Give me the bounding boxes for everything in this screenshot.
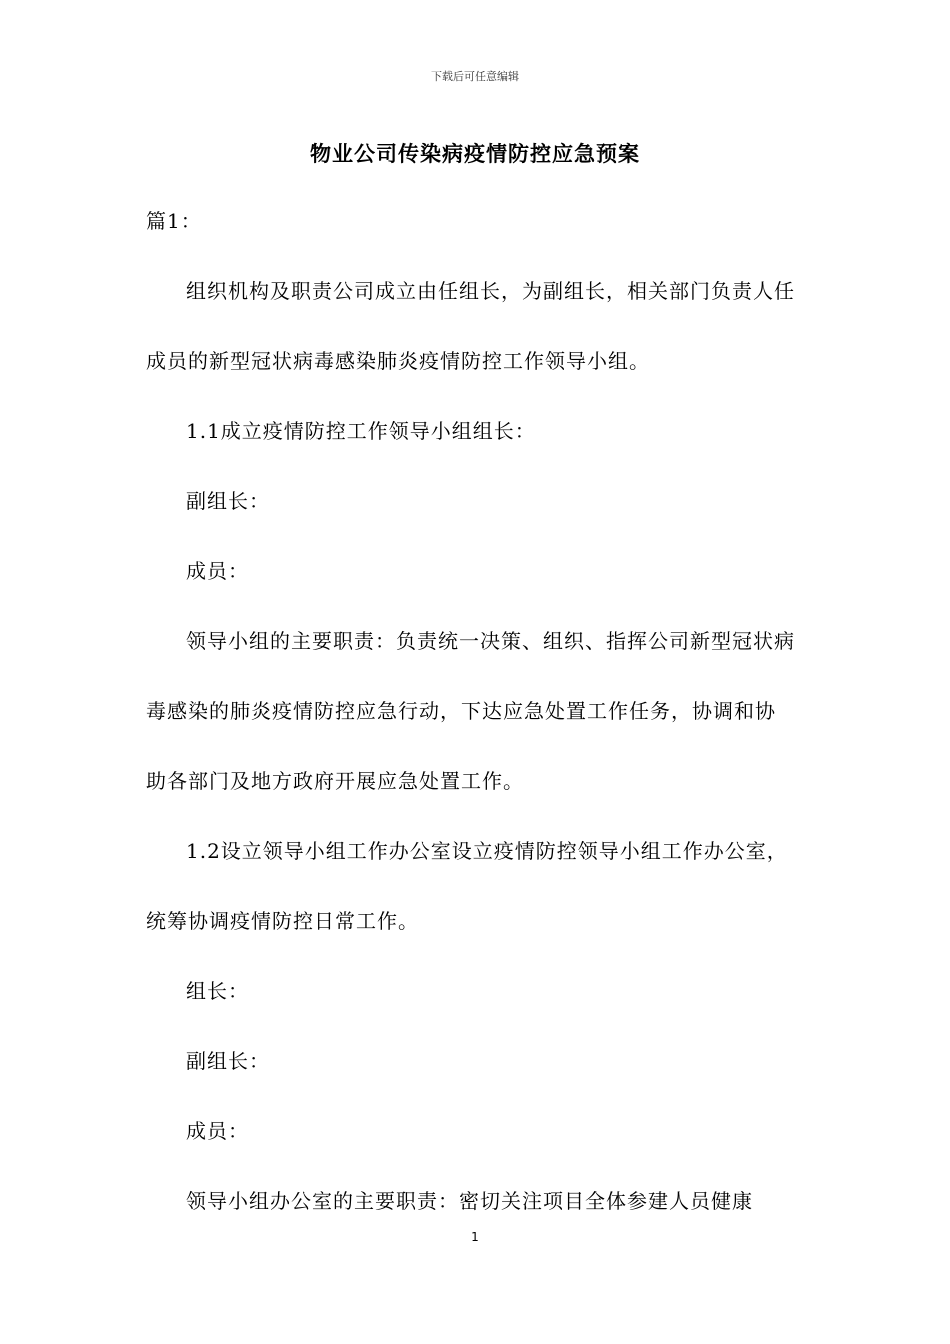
section-label: 篇1： bbox=[146, 209, 202, 233]
paragraph: 成员： bbox=[186, 1119, 249, 1143]
paragraph: 副组长： bbox=[186, 489, 270, 513]
paragraph: 1.1成立疫情防控工作领导小组组长： bbox=[186, 419, 536, 443]
document-body bbox=[146, 186, 796, 1236]
header-note: 下载后可任意编辑 bbox=[431, 70, 519, 83]
paragraph: 领导小组的主要职责：负责统一决策、组织、指挥公司新型冠状病毒感染的肺炎疫情防控应急行动，下达应急处置工作任务，协调和协助各部门及地方政府开展应急处置工作。 bbox=[146, 629, 795, 793]
document-title: 物业公司传染病疫情防控应急预案 bbox=[310, 141, 640, 166]
paragraph: 成员： bbox=[186, 559, 249, 583]
paragraph: 组织机构及职责公司成立由任组长，为副组长，相关部门负责人任成员的新型冠状病毒感染肺炎疫情防控工作领导小组。 bbox=[146, 279, 795, 373]
paragraph: 1.2设立领导小组工作办公室设立疫情防控领导小组工作办公室，统筹协调疫情防控日常工作。 bbox=[146, 839, 788, 933]
paragraph: 副组长： bbox=[186, 1049, 270, 1073]
page-number: 1 bbox=[471, 1230, 479, 1244]
paragraph: 领导小组办公室的主要职责：密切关注项目全体参建人员健康 bbox=[186, 1189, 753, 1213]
paragraph: 组长： bbox=[186, 979, 249, 1003]
